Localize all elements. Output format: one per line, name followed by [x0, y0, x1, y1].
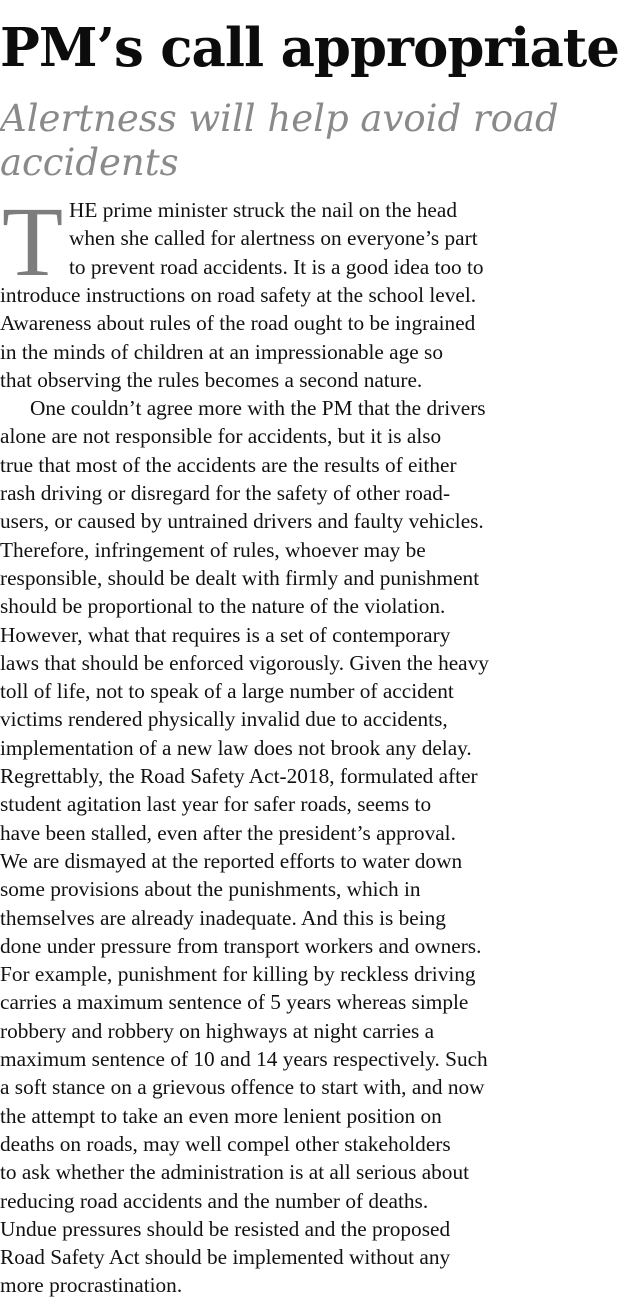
body-line: For example, punishment for killing by reckless driving	[0, 962, 476, 987]
body-line: victims rendered physically invalid due to accidents,	[0, 707, 448, 732]
body-line: Therefore, infringement of rules, whoever may be	[0, 537, 426, 562]
body-line: Undue pressures should be resisted and the proposed	[0, 1216, 451, 1241]
body-line: the attempt to take an even more lenient position on	[0, 1103, 442, 1128]
body-line: more procrastination.	[0, 1273, 183, 1298]
body-line: introduce instructions on road safety at the school level.	[0, 282, 477, 307]
subheadline: Alertness will help avoid road accidents	[0, 97, 559, 184]
body-line: toll of life, not to speak of a large number of accident	[0, 679, 454, 704]
body-line: Awareness about rules of the road ought to be ingrained	[0, 311, 476, 336]
body-line: themselves are already inadequate. And this is being	[0, 905, 446, 930]
body-line: responsible, should be dealt with firmly and punishment	[0, 565, 480, 590]
body-line: when she called for alertness on everyone’s part	[69, 226, 478, 251]
body-line: alone are not responsible for accidents, but it is also	[0, 424, 442, 449]
body-line: deaths on roads, may well compel other stakeholders	[0, 1131, 451, 1156]
body-line: One couldn’t agree more with the PM that the drivers	[30, 396, 486, 421]
body-line: student agitation last year for safer roads, seems to	[0, 792, 432, 817]
body-line: implementation of a new law does not brook any delay.	[0, 735, 472, 760]
body-line: to prevent road accidents. It is a good idea too to	[69, 254, 484, 279]
body-line: We are dismayed at the reported efforts to water down	[0, 848, 463, 873]
drop-cap: T	[2, 186, 64, 297]
body-line: users, or caused by untrained drivers and faulty vehicles.	[0, 509, 484, 534]
body-line: rash driving or disregard for the safety of other road-	[0, 481, 451, 505]
body-line: HE prime minister struck the nail on the head	[69, 198, 457, 222]
body-line: in the minds of children at an impressionable age so	[0, 339, 443, 364]
body-line: However, what that requires is a set of contemporary	[0, 622, 451, 647]
body-line: that observing the rules becomes a second nature.	[0, 367, 423, 392]
headline: PM’s call appropriate	[0, 17, 619, 79]
body-line: Road Safety Act should be implemented without any	[0, 1245, 451, 1270]
body-line: laws that should be enforced vigorously. Given the heavy	[0, 650, 489, 675]
body-line: have been stalled, even after the president’s approval.	[0, 820, 456, 845]
body-line: a soft stance on a grievous offence to start with, and now	[0, 1075, 485, 1100]
body-line: should be proportional to the nature of the violation.	[0, 594, 446, 619]
body-line: carries a maximum sentence of 5 years whereas simple	[0, 990, 469, 1015]
body-line: robbery and robbery on highways at night carries a	[0, 1018, 435, 1043]
body-line: reducing road accidents and the number of deaths.	[0, 1188, 429, 1213]
body-line: maximum sentence of 10 and 14 years respectively. Such	[0, 1047, 488, 1071]
body-line: true that most of the accidents are the results of either	[0, 452, 457, 477]
body-line: some provisions about the punishments, which in	[0, 877, 421, 902]
body-line: Regrettably, the Road Safety Act-2018, formulated after	[0, 764, 478, 788]
body-line: done under pressure from transport workers and owners.	[0, 933, 482, 958]
body-line: to ask whether the administration is at all serious about	[0, 1160, 470, 1185]
